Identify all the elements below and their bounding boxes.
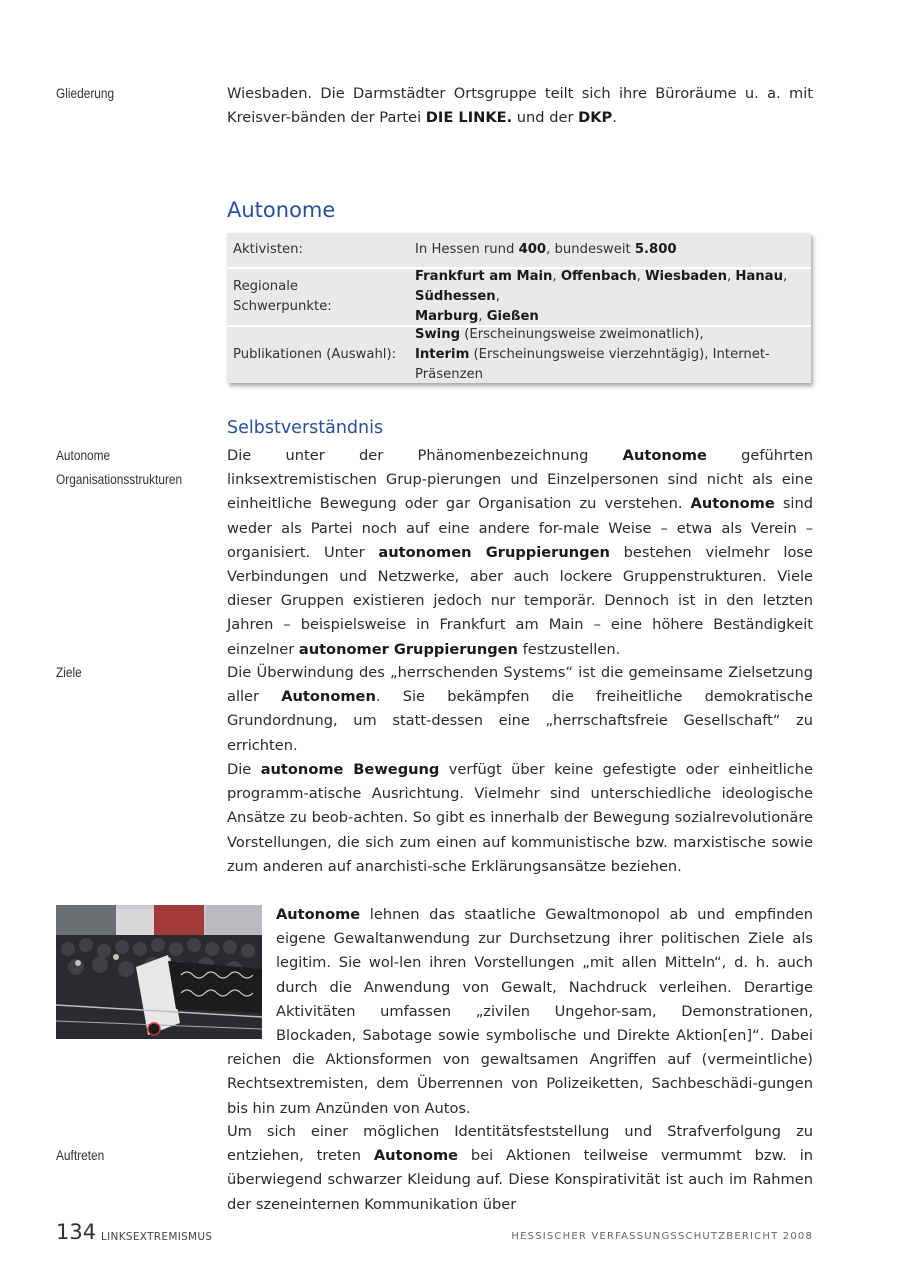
margin-label-gliederung: Gliederung: [56, 86, 115, 101]
paragraph-ziele: Die Überwindung des „herrschenden Systems“ ist die gemeinsame Zielsetzung aller Autonomen. Sie bekämpfen die freiheitliche demokratische Grundordnung, um statt-dessen eine „herrschaftsfreie Gesellschaft“ zu errichten.: [227, 664, 814, 754]
info-row-schwerpunkte: [227, 269, 811, 327]
margin-label-line: Autonome: [56, 448, 111, 463]
intro-paragraph: Wiesbaden. Die Darmstädter Ortsgruppe teilt sich ihre Büroräume u. a. mit Kreisver-bänden der Partei DIE LINKE. und der DKP.: [227, 85, 813, 127]
paragraph-ideologie: Die autonome Bewegung verfügt über keine gefestigte oder einheitliche programm-atische Ausrichtung. Vielmehr sind unterschiedliche ideologische Ansätze zu beob-achten. So gibt es innerhalb der Bewegung sozialrevolutionäre Vorstellungen, die sich zum einen auf kommunistische bzw. marxistische sowie zum anderen auf anarchisti-sche Erklärungsansätze beziehen.: [227, 761, 813, 875]
paragraph-auftreten: Um sich einer möglichen Identitätsfeststellung und Strafverfolgung zu entziehen, treten Autonome bei Aktionen teilweise vermummt bzw. in überwiegend schwarzer Kleidung auf. Diese Konspirativität ist auch im Rahmen der szeneinternen Kommunikation über: [227, 1123, 813, 1213]
info-row-aktivisten: [227, 233, 811, 269]
paragraph-gewalt: Autonome lehnen das staatliche Gewaltmonopol ab und empfinden eigene Gewaltanwendung zur Durchsetzung ihrer politischen Ziele als legitim. Sie wol-len ihren Vorstellungen „mit allen Mitteln“, d. h. auch durch die Anwendung von Gewalt, Nachdruck verleihen. Derartige Aktivitäten umfassen „zivilen Ungehor-sam, Demonstrationen, Blockaden, Sabotage sowie symbolische und Direkte Aktion[en]“. Dabei reichen die Aktionsformen von gewaltsamen Angriffen auf (vermeintliche) Rechtsextremisten, dem Überrennen von Polizeiketten, Sachbeschädi-gungen bis hin zum Anzünden von Autos.: [227, 903, 813, 1121]
paragraph-organisation: Die unter der Phänomenbezeichnung Autonome geführten linksextremistischen Grup-pierungen und Einzelpersonen sind nicht als eine einheitliche Bewegung oder gar Organisation zu verstehen. Autonome sind weder als Partei noch auf eine andere for-male Weise – etwa als Verein – organisiert. Unter autonomen Gruppierungen bestehen vielmehr lose Verbindungen und Netzwerke, aber auch lockere Gruppenstrukturen. Viele dieser Gruppen existieren jedoch nur temporär. Dennoch ist in den letzten Jahren – beispielsweise in Frankfurt am Main – eine höhere Beständigkeit einzelner autonomer Gruppierungen festzustellen.: [227, 447, 813, 658]
info-key: Regionale Schwerpunkte:: [233, 279, 332, 314]
margin-label-line: Organisationsstrukturen: [56, 472, 183, 487]
info-value: Swing (Erscheinungsweise zweimonatlich), Interim (Erscheinungsweise vierzehntägig), Internet-Präsenzen: [415, 327, 770, 382]
info-key: Publikationen (Auswahl):: [233, 347, 397, 362]
section-heading: Autonome: [227, 198, 336, 222]
info-value: In Hessen rund 400, bundesweit 5.800: [415, 242, 677, 257]
footer-section: LINKSEXTREMISMUS: [101, 1231, 213, 1243]
info-key: Aktivisten:: [233, 242, 303, 257]
margin-label-ziele: Ziele: [56, 665, 82, 680]
info-row-publikationen: [227, 327, 811, 383]
page-number: 134: [56, 1220, 97, 1244]
margin-label-autonome-organisationsstrukturen: [56, 444, 182, 492]
subheading: Selbstverständnis: [227, 418, 384, 438]
info-value: Frankfurt am Main, Offenbach, Wiesbaden, Hanau, Südhessen, Marburg, Gießen: [415, 269, 788, 324]
footer-publication: HESSISCHER VERFASSUNGSSCHUTZBERICHT 2008: [511, 1231, 813, 1242]
photo-wrap-spacer: [227, 903, 276, 1047]
info-table: [227, 233, 811, 383]
margin-label-auftreten: Auftreten: [56, 1148, 105, 1163]
